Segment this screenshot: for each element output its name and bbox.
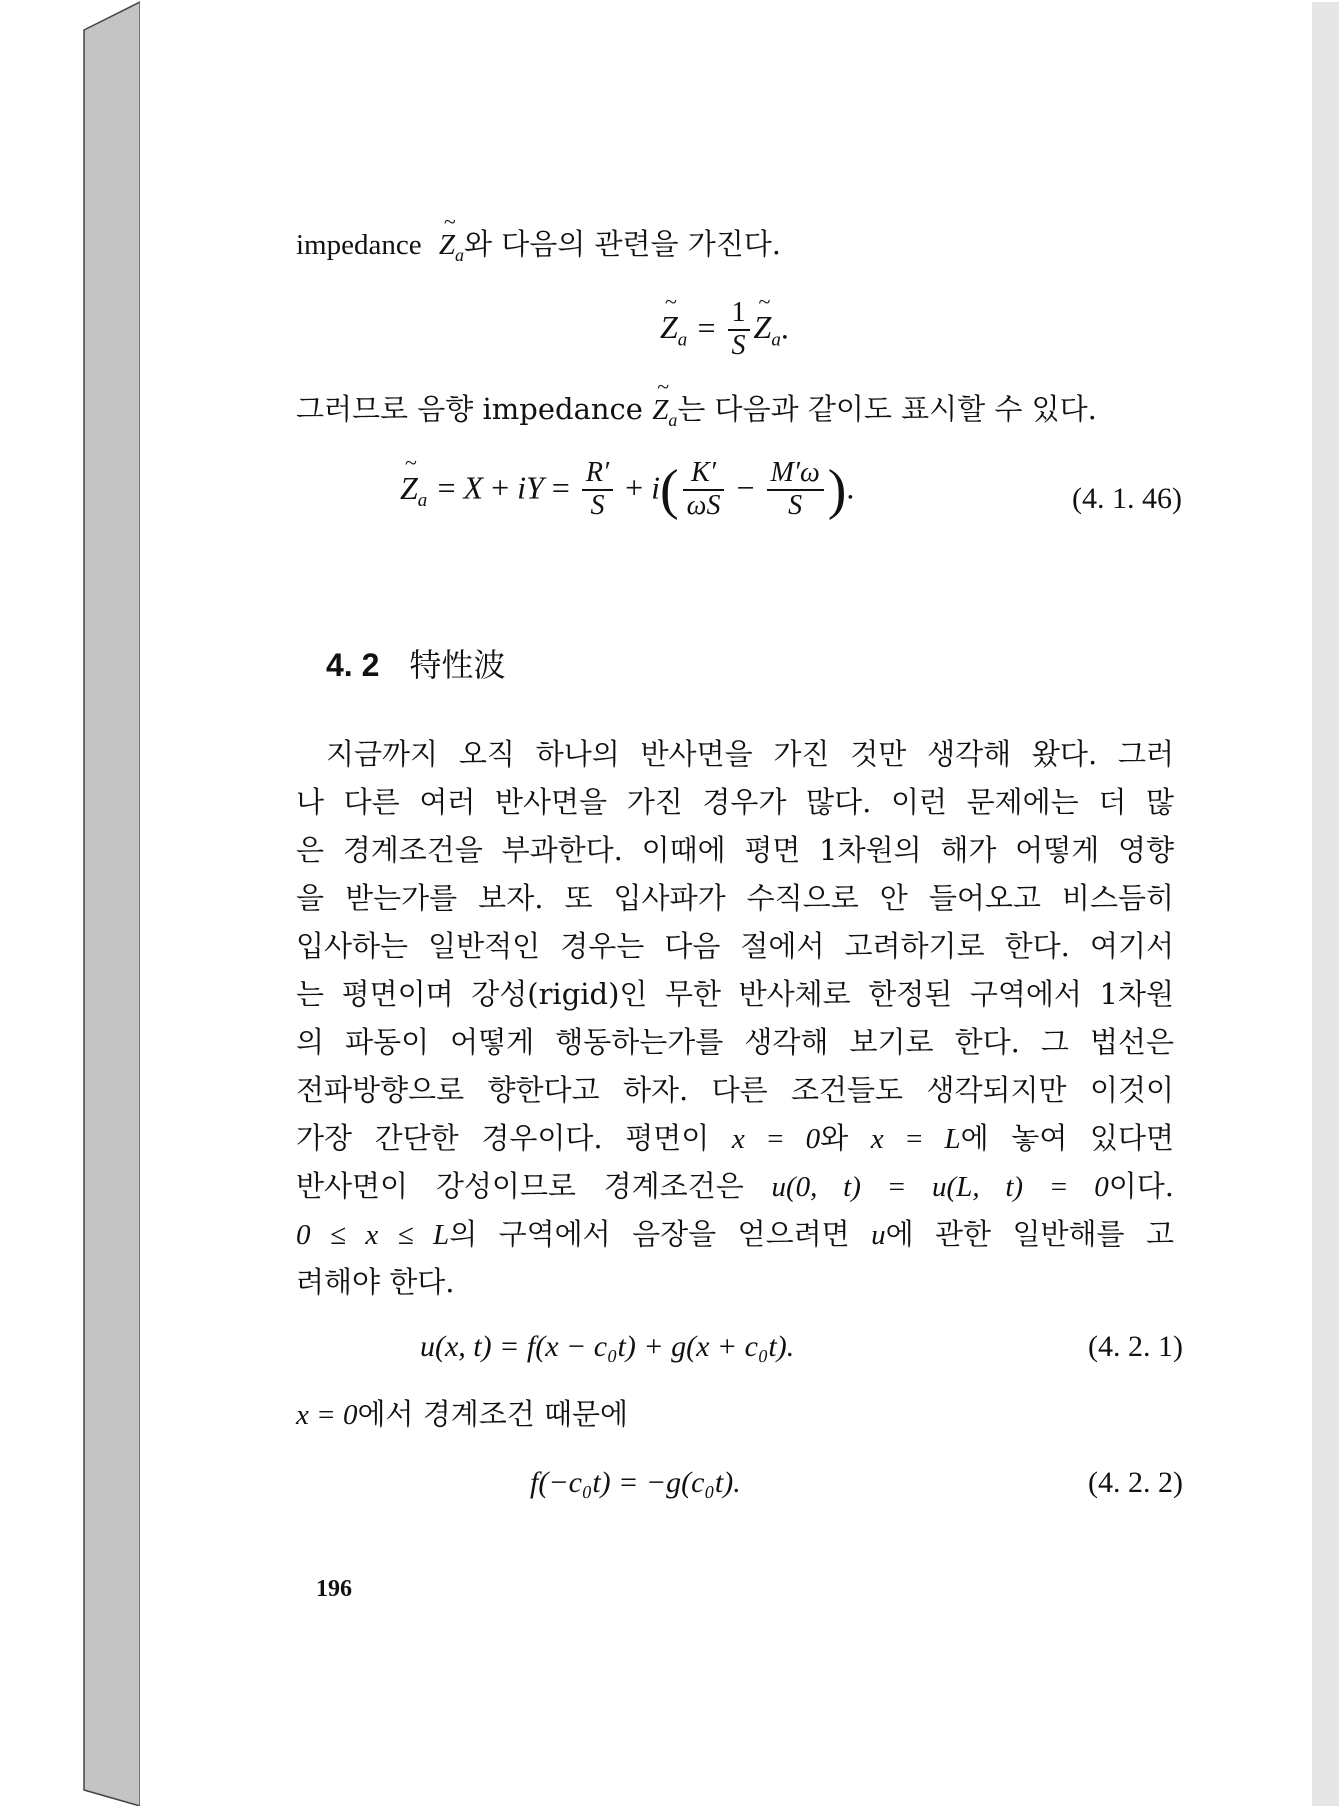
paragraph-line-8: 전파방향으로 향한다고 하자. 다른 조건들도 생각되지만 이것이 <box>296 1073 1174 1107</box>
paragraph-line-12: 려해야 한다. <box>296 1265 455 1299</box>
paragraph-line-3: 은 경계조건을 부과한다. 이때에 평면 1차원의 해가 어떻게 영향 <box>296 833 1174 867</box>
equation-4-1-46: ~ $Z_a = X$ + iY = $\frac{R'}{S}$ + i( $\frac{K'}{\omega S}$ − $\frac{M'\omega}{S}$ ). <box>400 458 854 522</box>
section-number: 4. 2 <box>326 647 380 683</box>
equation-number-4-2-1: (4. 2. 1) <box>1088 1330 1183 1363</box>
z-symbol: ~ Z <box>439 231 455 260</box>
section-title: 特性波 <box>409 646 506 684</box>
equation-4-2-1: u(x, t) = f(x − c₀t) + g(x + c₀t). <box>420 1330 795 1363</box>
equation-number-4-1-46: (4. 1. 46) <box>1072 482 1182 515</box>
book-page <box>140 0 1312 1806</box>
equation-number-4-2-2: (4. 2. 2) <box>1088 1466 1183 1499</box>
fraction-denominator: S <box>731 329 746 361</box>
intro-text: 와 다음의 관련을 가진다. <box>463 227 781 261</box>
equation-za: ~ $Z_a$ = $\frac{1}{S}$ ~ $Z_a$. <box>660 298 789 362</box>
paragraph-line-5: 입사하는 일반적인 경우는 다음 절에서 고려하기로 한다. 여기서 <box>296 929 1174 963</box>
section-heading <box>326 640 505 686</box>
paragraph-line-2: 나 다른 여러 반사면을 가진 경우가 많다. 이런 문제에는 더 많 <box>296 785 1174 819</box>
paragraph-line-4: 을 받는가를 보자. 또 입사파가 수직으로 안 들어오고 비스듬히 <box>296 881 1174 915</box>
intro-line <box>296 227 781 265</box>
line2-post: 는 다음과 같이도 표시할 수 있다. <box>677 392 1097 426</box>
paragraph-line-6: 는 평면이며 강성(rigid)인 무한 반사체로 한정된 구역에서 1차원 <box>296 977 1174 1011</box>
equation-4-2-2: f(−c₀t) = −g(c₀t). <box>530 1466 741 1499</box>
fraction-numerator: 1 <box>728 298 750 331</box>
page-number: 196 <box>316 1576 352 1602</box>
paragraph-line-1: 지금까지 오직 하나의 반사면을 가진 것만 생각해 왔다. 그러 <box>326 737 1174 771</box>
impedance-word: impedance <box>296 229 422 261</box>
line2-pre: 그러므로 음향 impedance <box>296 392 653 426</box>
acoustic-impedance-line: 그러므로 음향 impedance ~ $Z_a$는 다음과 같이도 표시할 수 있다. <box>296 395 1097 429</box>
boundary-condition-line: x = 0에서 경계조건 때문에 <box>296 1397 629 1431</box>
paragraph-line-10: 반사면이 강성이므로 경계조건은 u(0, t) = u(L, t) = 0이다. <box>296 1169 1174 1203</box>
paragraph-line-11: 0 ≤ x ≤ L의 구역에서 음장을 얻으려면 u에 관한 일반해를 고 <box>296 1217 1174 1251</box>
paragraph-line-7: 의 파동이 어떻게 행동하는가를 생각해 보기로 한다. 그 법선은 <box>296 1025 1174 1059</box>
z-subscript: a <box>454 244 464 265</box>
paragraph-line-9: 가장 간단한 경우이다. 평면이 x = 0와 x = L에 놓여 있다면 <box>296 1121 1174 1155</box>
